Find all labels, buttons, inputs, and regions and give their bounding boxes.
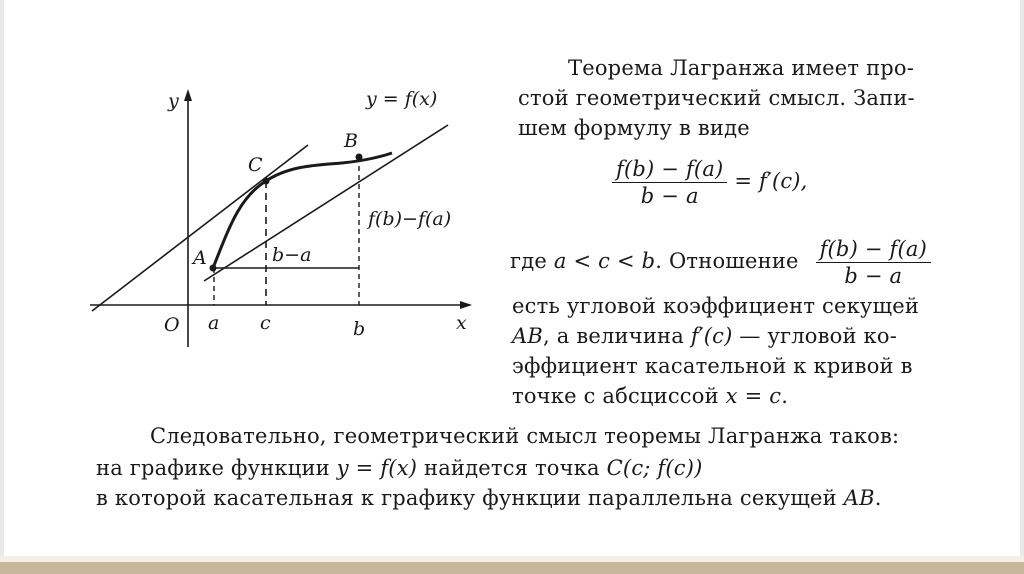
bottom-line3-ab: AB [843,486,875,510]
where-prefix: где [510,249,554,273]
where-mid: . Отношение [655,249,799,273]
bottom-line2-point: C(c; f(c)) [606,456,703,480]
line8-end: . [781,384,789,408]
bottom-line2-eq: y = f(x) [336,456,418,480]
bottom-line2-mid: найдется точка [417,456,607,480]
tick-b-label: b [353,318,366,340]
point-c-dot [263,178,270,185]
lagrange-graph [80,85,480,355]
tick-c-label: c [260,312,271,334]
right-line-6 [512,322,897,351]
ratio-denominator: b − a [844,264,903,288]
line8-eq: x = c [725,384,782,408]
bottom-line-2 [96,454,703,483]
bottom-accent-bar [0,562,1024,574]
line6-fc: f′(c) [690,324,733,348]
right-line-3: шем формулу в виде [518,116,750,140]
y-axis-label: y [168,90,179,112]
bottom-line3-end: . [874,486,882,510]
tick-a-label: a [208,312,220,334]
right-line-2: стой геометрический смысл. Запи- [518,86,915,110]
point-a-label: A [193,247,207,269]
ratio-numerator: f(b) − f(a) [816,236,931,263]
bottom-line-3 [96,484,882,513]
bottom-line3-prefix: в которой касательная к графику функции параллельна секущей [96,486,844,510]
where-inequality: a < c < b [553,249,656,273]
formula-fraction [612,156,727,209]
line6-tail: — угловой ко- [732,324,897,348]
x-axis-arrow [460,301,472,309]
right-line-8 [512,382,788,411]
formula-numerator: f(b) − f(a) [612,156,727,183]
ratio-fraction [816,236,931,289]
b-minus-a-label: b−a [272,244,312,266]
line6-rest: , а величина [543,324,691,348]
point-b-dot [356,154,363,161]
right-line-7: эффициент касательной к кривой в [512,354,913,378]
origin-label: O [164,314,180,336]
bottom-line2-prefix: на графике функции [96,456,337,480]
line8-prefix: точке с абсциссой [512,384,726,408]
point-c-label: C [248,154,263,176]
secant-line [204,125,448,281]
y-axis-arrow [184,89,192,101]
right-line-5: есть угловой коэффициент секущей [512,294,920,318]
line6-ab: AB [512,324,543,348]
point-a-dot [210,265,217,272]
formula-denominator: b − a [640,184,699,208]
main-formula [612,156,808,209]
point-b-label: B [344,130,358,152]
bottom-line-1: Следовательно, геометрический смысл теоремы Лагранжа таков: [150,424,900,448]
tangent-line [92,145,308,311]
fb-minus-fa-label: f(b)−f(a) [368,208,452,230]
curve-label: y = f(x) [366,88,438,110]
right-line-1: Теорема Лагранжа имеет про- [568,56,915,80]
x-axis-label: x [456,312,467,334]
where-line [510,236,931,289]
formula-rhs: = f′(c), [734,169,808,193]
